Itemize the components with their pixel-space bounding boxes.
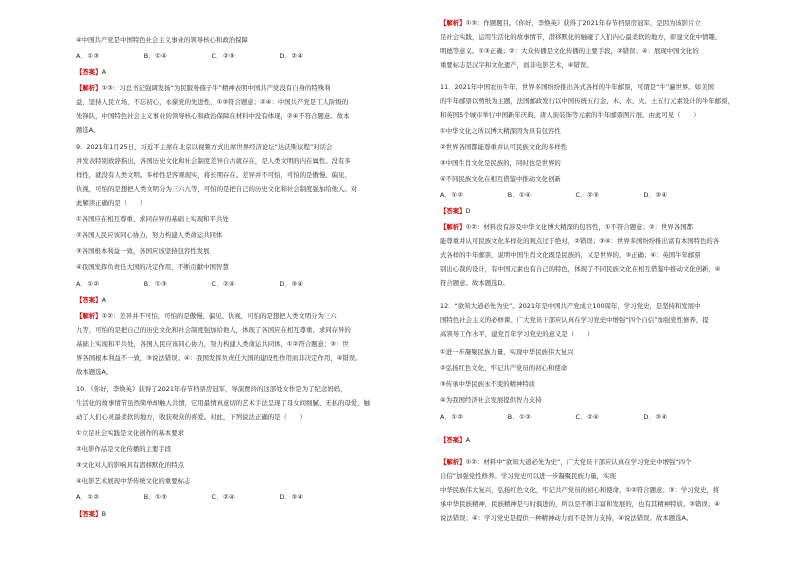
statement-3: ③各国根本利益一致，各国应该坚持包容性发展 xyxy=(76,247,210,255)
statement-2: ②电影作品是文化传播的主要手段 xyxy=(76,445,172,453)
choice-row xyxy=(76,494,303,500)
analysis-line: 九等，可怕的是把自己的历史文化和社会制度强加给他人，体现了各国应在相互尊重、求同存异的 xyxy=(76,326,351,334)
answer-value: B xyxy=(101,510,106,518)
analysis-line: 题选A。 xyxy=(76,126,100,134)
analysis-line: 故本题选A。 xyxy=(76,368,113,376)
analysis-line: 式各样的牛年邮票，说明中国生肖文化既是民族的，又是世界的，③正确；④：英国牛年邮票 xyxy=(440,251,701,259)
choice-d: D．③④ xyxy=(643,413,668,421)
analysis-tag: 【解析】 xyxy=(440,223,466,231)
choice-row xyxy=(76,281,303,287)
analysis-line: 自信”加强党性修养。学习党史可以进一步凝聚民族力量，实现 xyxy=(440,472,616,480)
statement-1: ①中华文化之所以博大精深因为具有包容性 xyxy=(440,127,561,135)
choice-c: C．②④ xyxy=(575,413,600,421)
choice-d: D．②④ xyxy=(279,52,304,60)
question-line: 生活化的故事情节虽然简单却触人共情，它用最情真意切的艺术手法呈现了母女间细腻、无私的母爱，触 xyxy=(76,399,370,407)
analysis-line: 益，坚持人民立场，不忘初心，永葆党的先进性，①③符合题意；②④：中国共产党是工人阶级的 xyxy=(76,98,349,106)
analysis-line: 符合题意。故本题选D。 xyxy=(440,279,509,287)
choice-c: C．②④ xyxy=(211,493,236,501)
analysis-tag: 【解析】 xyxy=(440,19,466,27)
statement-3: ③文化对人的影响具有潜移默化的特点 xyxy=(76,461,184,469)
analysis-line xyxy=(440,20,701,26)
question-9: 9．2021年1月25日，习近平主席在北京以视频方式出席世界经济论坛“达沃斯议程”对话会 xyxy=(76,143,333,151)
choice-row xyxy=(440,414,667,420)
statement-4: ④电影艺术展现中华传统文化的重要标志 xyxy=(76,477,191,485)
analysis-line xyxy=(440,459,691,465)
answer-value: D xyxy=(465,207,471,215)
statement-2: ②各国人民应该同心协力，努力构建人类命运共同体 xyxy=(76,231,223,239)
question-11: 11．2021年中国农历牛年，世界多国纷纷推出各式各样的牛年邮票，可谓是“牛”遍世界。如美国 xyxy=(440,83,714,91)
choice-b: B．①④ xyxy=(143,52,168,60)
analysis-line: 基础上实现和平共处，各国人民应该同心协力，努力构建人类命运共同体，①②符合题意；③：世 xyxy=(76,340,349,348)
analysis-text: ①③：习总书记强调发扬“为民服务孺子牛”精神表明中国共产党没有自身的特殊利 xyxy=(101,84,331,92)
analysis-line: 重要标志是汉字和文化遗产，而非电影艺术，④错误。 xyxy=(440,61,593,69)
choice-d: D．③④ xyxy=(279,280,304,288)
analysis-line: 说法错误；④：学习党史是提供一种精神动力而不是智力支持，④说法错误。故本题选A。 xyxy=(440,514,693,522)
statement-4: ④不同民族文化在相互借鉴中推动文化创新 xyxy=(440,175,561,183)
analysis-line: 别出心裁的设计，有中国元素也有自己的特色，体现了不同民族文化在相互借鉴中推动文化创新，④ xyxy=(440,265,721,273)
statement-1: ①立足社会实践是文化创作的基本要求 xyxy=(76,429,184,437)
statement-3: ③传承中华民族永不变的精神特质 xyxy=(440,380,536,388)
option-line: ④中国共产党是中国特色社会主义事业的领导核心和政治保障 xyxy=(76,36,248,44)
question-line: 的牛年邮票以剪纸为主题，法国邮政发行以中国传统五行金、木、水、火、土五行元素设计的牛年邮票， xyxy=(440,97,734,105)
answer-line xyxy=(76,69,106,75)
choice-c: C．②③ xyxy=(575,191,600,199)
choice-b: B．①③ xyxy=(507,413,532,421)
answer-tag: 【答案】 xyxy=(76,296,102,304)
question-line: 和英国5个城市举行中国新年庆典、唐人街装饰等元素的牛年邮票图片展。由此可见（ ） xyxy=(440,111,700,119)
statement-2: ②世界各国都能尊重并认可民族文化的多样性 xyxy=(440,143,568,151)
analysis-line: 能尊重并认可民族文化多样化的观点过于绝对，②错误；③④：世界多国纷纷推出富有本国特色的各 xyxy=(440,237,720,245)
choice-a: A．①③ xyxy=(76,52,100,60)
statement-2: ②弘扬红色文化，牢记共产党员的初心和使命 xyxy=(440,364,568,372)
choice-b: B．①③ xyxy=(143,280,168,288)
analysis-line: 界各国根本利益不一致，③说法错误；④：我国发挥负责任大国的建设性作用而非决定作用，④错误。 xyxy=(76,354,362,362)
analysis-line: 足社会实践，运用生活化的故事情节，潜移默化的触碰了人们内心最柔软的地方，彰显文化中情趣、 xyxy=(440,33,722,41)
answer-value: A xyxy=(101,68,106,76)
choice-a: A．①② xyxy=(76,493,100,501)
statement-4: ④为我国经济社会发展提供智力支持 xyxy=(440,396,542,404)
question-line: 国特色社会主义的必修课。广大党员干部应认真在学习党史中增强“四个自信”加强党性修养，提 xyxy=(440,316,709,324)
question-line: 并发表特别致辞指出，各国历史文化和社会制度差异自古就存在，是人类文明的内在属性。没有多 xyxy=(76,157,351,165)
choice-row xyxy=(76,53,303,59)
choice-c: C．②④ xyxy=(211,280,236,288)
answer-tag: 【答案】 xyxy=(76,510,102,518)
analysis-line: 中华民族伟大复兴，弘扬红色文化，牢记共产党员的初心和使命，①②符合题意；③：学习党史，将 xyxy=(440,486,720,494)
question-line: 此解读正确的是（ ） xyxy=(76,199,147,207)
question-10: 10．《你好，李焕英》获得了2021年春节档票房冠军，导演贾玲的这部处女作是为了纪念妈妈， xyxy=(76,385,347,393)
choice-d: D．③④ xyxy=(643,191,668,199)
choice-a: A．①② xyxy=(76,280,100,288)
question-12: 12．“欲知大道必先为史”。2021年是中国共产党成立100周年，学习党史，是坚持和发展中 xyxy=(440,302,701,310)
analysis-line: 承中华民族精神，民族精神是与时俱进的，所以是不断丰富和发展的，也有其精神特质。③错误；④ xyxy=(440,500,720,508)
statement-1: ①进一步凝聚民族力量，实现中华民族伟大复兴 xyxy=(440,348,574,356)
question-line: 动了人们心灵最柔软的地方，收获观众的喜爱。对此，下列说法正确的是（ ） xyxy=(76,413,307,421)
analysis-line: 先锋队，中国特色社会主义事业的领导核心和政治保障在材料中没有体现，②④不符合题意。故本 xyxy=(76,112,350,120)
choice-a: A．①② xyxy=(440,191,464,199)
statement-3: ③中国生肖文化是民族的，同时也是世界的 xyxy=(440,159,561,167)
choice-c: C．②③ xyxy=(211,52,236,60)
analysis-text: ①②：材料中“欲知大道必先为史”，广大党员干部应认真在学习党史中增强“四个 xyxy=(465,458,692,466)
choice-a: A．①② xyxy=(440,413,464,421)
answer-value: A xyxy=(465,436,470,444)
analysis-tag: 【解析】 xyxy=(440,458,466,466)
answer-line xyxy=(440,437,470,443)
answer-tag: 【答案】 xyxy=(440,207,466,215)
analysis-tag: 【解析】 xyxy=(76,312,102,320)
analysis-line xyxy=(76,313,337,319)
analysis-line xyxy=(440,224,693,230)
statement-4: ④我国发挥负责任大国的决定作用，不断贡献中国智慧 xyxy=(76,263,229,271)
analysis-line xyxy=(76,85,331,91)
statement-1: ①各国应在相互尊重、求同存异的基础上实现和平共处 xyxy=(76,215,229,223)
question-line: 高领导工作水平，建党百年学习党史的意义是（ ） xyxy=(440,330,594,338)
question-line: 仇视，可怕的是想把人类文明分为三六九等，可怕的是把自己的历史文化和社会制度强加给他人。对 xyxy=(76,185,358,193)
analysis-tag: 【解析】 xyxy=(76,84,102,92)
analysis-line: 明德等意义。①③正确；②：大众传播是文化传播的主要手段，②错误；④：展现中国文化的 xyxy=(440,47,699,55)
answer-line xyxy=(76,297,106,303)
answer-tag: 【答案】 xyxy=(440,436,466,444)
choice-row xyxy=(440,192,667,198)
analysis-text: ①③：作题题目。《你好，李焕英》获得了2021年春节档票房冠军，是因为该影片立 xyxy=(465,19,701,27)
answer-line xyxy=(440,208,470,214)
choice-b: B．①④ xyxy=(507,191,532,199)
answer-tag: 【答案】 xyxy=(76,68,102,76)
analysis-text: ①②：材料没有涉及中华文化博大精深的包容性，①不符合题意；②：世界各国都 xyxy=(465,223,693,231)
question-line: 样性，就没有人类文明。多样性是客观现实，将长期存在。差异并不可怕，可怕的是傲慢、偏见、 xyxy=(76,171,351,179)
analysis-text: ①②：差异并不可怕，可怕的是傲慢、偏见、仇视，可怕的是想把人类文明分为三六 xyxy=(101,312,337,320)
choice-b: B．①③ xyxy=(143,493,168,501)
choice-d: D．③④ xyxy=(279,493,304,501)
answer-line xyxy=(76,511,106,517)
answer-value: A xyxy=(101,296,106,304)
